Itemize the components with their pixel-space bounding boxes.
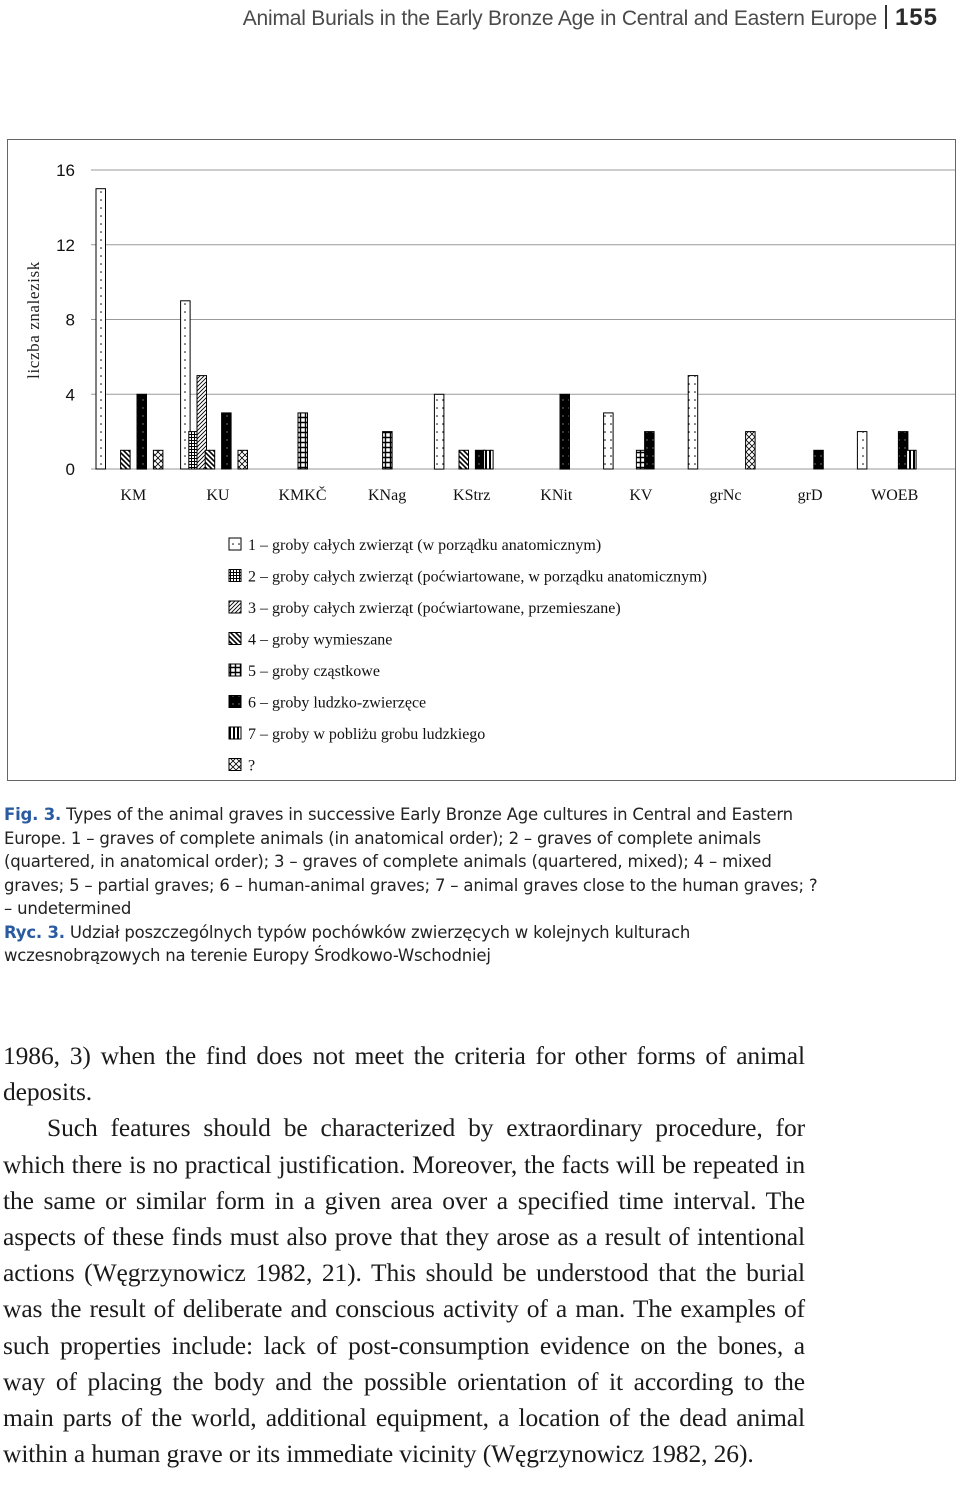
body-text [3, 1038, 805, 1472]
legend-swatch [229, 664, 241, 676]
legend-swatch [229, 727, 241, 739]
x-tick-label: WOEB [871, 487, 919, 504]
y-tick-labels [56, 161, 75, 479]
legend-label: ? [248, 757, 256, 775]
legend-swatch [229, 601, 241, 613]
y-axis-label: liczba znalezisk [24, 261, 43, 379]
y-tick-label: 16 [56, 161, 75, 180]
legend-label: 3 – groby całych zwierząt (poćwiartowane, przemieszane) [248, 600, 621, 617]
y-tick-label: 0 [65, 460, 75, 479]
bar [222, 413, 232, 469]
running-head-title: Animal Burials in the Early Bronze Age in Central and Eastern Europe [242, 7, 877, 30]
y-tick-label: 4 [65, 385, 75, 405]
x-tick-label: KU [206, 487, 230, 504]
x-tick-label: KStrz [453, 487, 491, 504]
bar [604, 413, 614, 469]
bar [746, 432, 756, 469]
x-tick-label: KNag [367, 487, 407, 504]
bars [96, 189, 916, 469]
x-tick-label: grNc [709, 487, 742, 504]
x-tick-label: grD [797, 487, 823, 504]
figure-caption [4, 803, 824, 968]
legend-label: 7 – groby w pobliżu grobu ludzkiego [248, 726, 486, 743]
bar [484, 450, 494, 469]
x-tick-labels [120, 485, 918, 504]
figure-3 [7, 139, 956, 781]
legend-swatch [229, 538, 241, 550]
legend-label: 5 – groby cząstkowe [248, 663, 380, 680]
bar [434, 394, 444, 469]
bar [560, 394, 570, 469]
legend-label: 4 – groby wymieszane [248, 631, 393, 649]
bar [814, 450, 824, 469]
bar [857, 432, 867, 469]
legend-swatch [229, 759, 241, 771]
caption-polish [4, 921, 824, 968]
caption-english [4, 803, 824, 921]
ryc-text: Udział poszczególnych typów pochówków zwierzęcych w kolejnych kulturach wczesnobrązowych na terenie Europy Środkowo-Wschodniej [4, 922, 691, 965]
bar [205, 450, 215, 469]
fig-text: Types of the animal graves in successive Early Bronze Age cultures in Central and Eastern Europe. 1 – graves of complete animals (in anatomical order); 2 – graves of complete animals (quartered, in anatomical order); 3 – graves of complete animals (quartered, mixed); 4 – mixed graves; 5 – partial graves; 6 – human-animal graves; 7 – animal graves close to the human graves; ? – undetermined [4, 805, 818, 918]
bar [907, 450, 917, 469]
running-head-separator [885, 5, 887, 29]
body-paragraph-2: Such features should be characterized by extraordinary procedure, for which there is no practical justification. Moreover, the facts will be repeated in the same or similar form in a given area over a specified time interval. The aspects of these finds must also prove that they arose as a result of intentional actions (Węgrzynowicz 1982, 21). This should be understood that the burial was the result of deliberate and conscious activity of a man. The examples of such properties include: lack of post-consumption evidence on the bones, a way of placing the body and the possible orientation of it according to the main parts of the world, additional equipment, a location of the dead animal within a human grave or its immediate vicinity (Węgrzynowicz 1982, 26). [3, 1113, 805, 1469]
bar [137, 394, 147, 469]
x-tick-label: KV [629, 487, 653, 504]
x-tick-label: KNit [540, 487, 573, 504]
x-tick-label: KMKČ [278, 487, 327, 504]
bar [459, 450, 469, 469]
legend-swatch [229, 696, 241, 708]
fig-label: Fig. 3. [4, 805, 62, 824]
bar [238, 450, 248, 469]
bar [121, 450, 131, 469]
bar [645, 432, 655, 469]
legend-swatch [229, 570, 241, 582]
y-tick-label: 8 [65, 310, 75, 330]
x-tick-label: KM [120, 487, 147, 504]
ryc-label: Ryc. 3. [4, 922, 65, 942]
bar [383, 432, 393, 469]
bar [153, 450, 163, 469]
bar-chart [8, 140, 955, 780]
bar [96, 189, 106, 469]
legend-label: 2 – groby całych zwierząt (poćwiartowane, w porządku anatomicznym) [248, 568, 707, 586]
legend-swatch [229, 633, 241, 645]
legend-label: 1 – groby całych zwierząt (w porządku anatomicznym) [248, 537, 602, 554]
bar [298, 413, 308, 469]
legend-label: 6 – groby ludzko-zwierzęce [248, 694, 427, 712]
legend [229, 537, 707, 775]
y-tick-label: 12 [56, 235, 75, 255]
running-head [0, 0, 938, 34]
body-paragraph-1: 1986, 3) when the find does not meet the criteria for other forms of animal deposits. [3, 1041, 805, 1107]
grid-lines [91, 170, 955, 469]
page-number: 155 [894, 4, 938, 31]
bar [688, 376, 698, 469]
